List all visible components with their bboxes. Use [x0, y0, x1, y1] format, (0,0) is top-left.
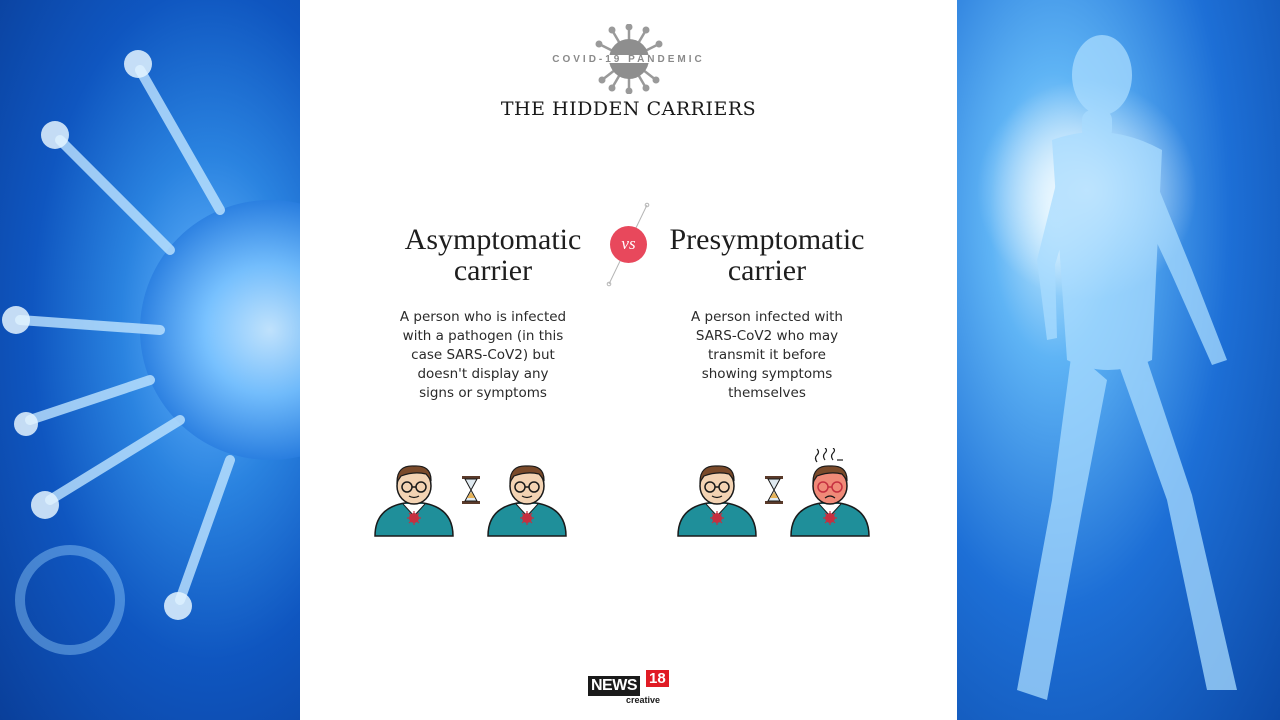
asymptomatic-title-line2: carrier: [453, 254, 533, 287]
kicker-label: COVID-19 PANDEMIC: [552, 54, 705, 65]
brand-number: 18: [646, 670, 669, 687]
healthy-person-icon: [373, 462, 455, 538]
hourglass-icon: [461, 476, 481, 504]
page-title: THE HIDDEN CARRIERS: [500, 98, 757, 120]
human-figure-background-image: [957, 0, 1280, 720]
asymptomatic-title: [378, 224, 608, 286]
brand-tagline: creative: [626, 695, 661, 705]
infected-person-icon: [486, 462, 568, 538]
asymptomatic-description: A person who is infected with a pathogen (in this case SARS-CoV2) but doesn't display any signs or symptoms: [399, 309, 567, 401]
presymptomatic-title-line2: carrier: [727, 254, 807, 287]
vs-badge: vs: [610, 226, 647, 263]
presymptomatic-description: A person infected with SARS-CoV2 who may transmit it before showing symptoms themselves: [691, 309, 843, 401]
sick-person-icon: [789, 448, 871, 538]
brand-news: NEWS: [588, 676, 640, 696]
infographic-card: [300, 0, 957, 720]
news18-logo: [588, 670, 678, 706]
asymptomatic-title-line1: Asymptomatic: [404, 223, 582, 256]
presymptomatic-title: [652, 224, 882, 286]
hourglass-icon: [764, 476, 784, 504]
infected-person-no-symptoms-icon: [676, 462, 758, 538]
presymptomatic-title-line1: Presymptomatic: [669, 223, 865, 256]
virus-background-image: [0, 0, 300, 720]
